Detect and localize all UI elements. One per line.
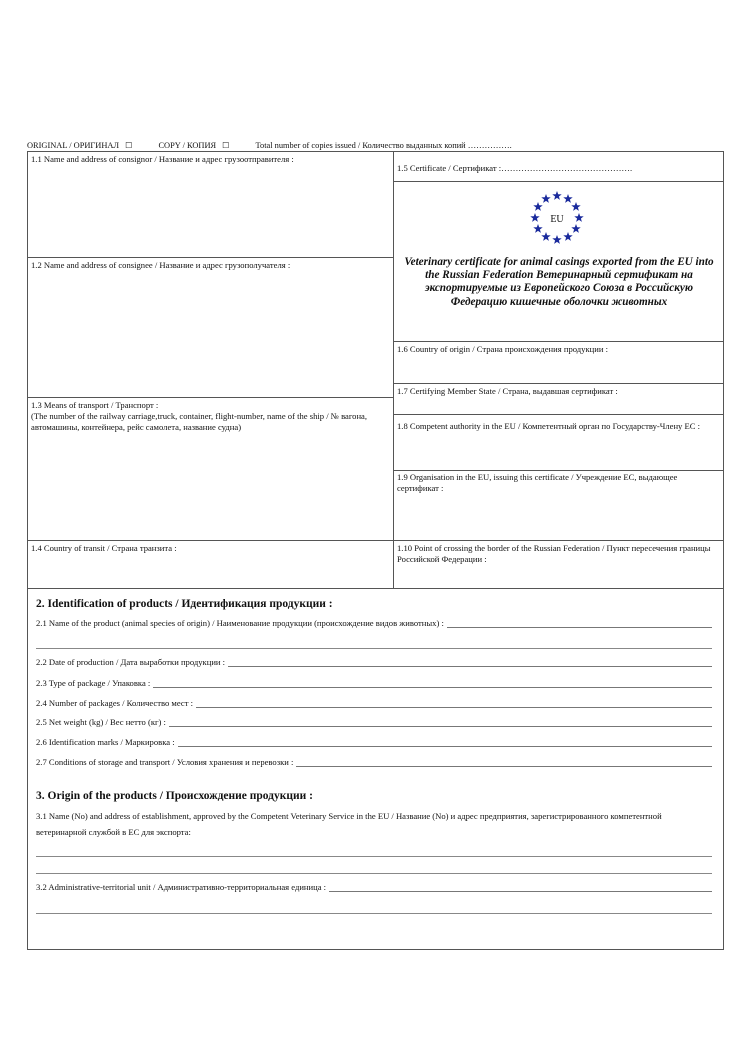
divider [393,540,724,541]
country-of-origin-box[interactable]: 1.6 Country of origin / Страна происхождения продукции : [397,344,608,354]
package-type-field[interactable] [36,678,712,688]
divider [27,540,393,541]
admin-unit-field[interactable] [36,882,712,892]
field-label: 3.2 Administrative-territorial unit / Административно-территориальная единица : [36,882,327,892]
blank-line[interactable] [36,856,712,857]
eu-emblem-icon [527,189,587,247]
issuing-organisation-box[interactable]: 1.9 Organisation in the EU, issuing this certificate / Учреждение ЕС, выдающее сертификат : [397,472,678,493]
transport-box-note: (The number of the railway carriage,truck, container, flight-number, name of the ship / № вагона, автомашины, контейнера, рейс самолета, название судна) [31,411,368,432]
establishment-field-label: 3.1 Name (No) and address of establishment, approved by the Competent Veterinary Service in the EU / Название (No) и адрес предприятия, зарегистрированного компетентной ветеринарной службой в ЕС для экспорта: [36,811,662,837]
field-label: 2.4 Number of packages / Количество мест : [36,698,193,708]
field-label: 2.5 Net weight (kg) / Вес нетто (кг) : [36,717,166,727]
transit-country-box[interactable]: 1.4 Country of transit / Страна транзита : [31,543,177,553]
transport-box-title[interactable]: 1.3 Means of transport / Транспорт : [31,400,159,410]
consignee-box[interactable]: 1.2 Name and address of consignee / Название и адрес грузополучателя : [31,260,291,270]
copy-label: COPY / КОПИЯ [158,141,217,150]
blank-line[interactable] [36,913,712,914]
certificate-number-field[interactable]: 1.5 Certificate / Сертификат :………………………………………. [397,163,633,173]
eu-label: EU [550,214,564,225]
divider [393,414,724,415]
border-crossing-box[interactable]: 1.10 Point of crossing the border of the Russian Federation / Пункт пересечения границы Российской Федерации : [397,543,711,564]
certifying-state-box[interactable]: 1.7 Certifying Member State / Страна, выдавшая сертификат : [397,386,618,396]
field-label: 2.2 Date of production / Дата выработки продукции : [36,657,226,667]
storage-conditions-field[interactable] [36,757,712,767]
field-label: 2.7 Conditions of storage and transport / Условия хранения и перевозки : [36,757,294,767]
column-divider [393,151,394,588]
field-label: 2.3 Type of package / Упаковка : [36,678,151,688]
field-label: 2.6 Identification marks / Маркировка : [36,737,175,747]
divider [393,341,724,342]
divider [27,588,724,589]
copy-checkbox[interactable]: ☐ [222,141,230,150]
net-weight-field[interactable] [36,717,712,727]
divider [393,470,724,471]
field-label: 2.1 Name of the product (animal species of origin) / Наименование продукции (происхождение видов животных) : [36,618,444,628]
package-count-field[interactable] [36,698,712,708]
section-3-title: 3. Origin of the products / Происхождение продукции : [36,790,313,802]
divider [393,181,724,182]
original-checkbox[interactable]: ☐ [125,141,133,150]
section-2-title: 2. Identification of products / Идентификация продукции : [36,598,333,610]
copies-header [27,141,512,150]
certificate-title: Veterinary certificate for animal casings exported from the EU into the Russian Federation Ветеринарный сертификат на экспортируемые из Европейского Союза в Российскую Федерацию кишечные оболочки животных [404,256,714,308]
consignor-box[interactable]: 1.1 Name and address of consignor / Название и адрес грузоотправителя : [31,154,294,164]
blank-line[interactable] [36,873,712,874]
copies-count-label: Total number of copies issued / Количество выданных копий ……………. [255,141,512,150]
original-label: ORIGINAL / ОРИГИНАЛ [27,141,120,150]
divider [27,257,393,258]
identification-marks-field[interactable] [36,737,712,747]
production-date-field[interactable] [36,657,712,667]
divider [27,397,393,398]
product-name-field[interactable] [36,618,712,628]
blank-line[interactable] [36,648,712,649]
competent-authority-box[interactable]: 1.8 Competent authority in the EU / Компетентный орган по Государству-Члену ЕС : [397,421,701,431]
divider [393,383,724,384]
